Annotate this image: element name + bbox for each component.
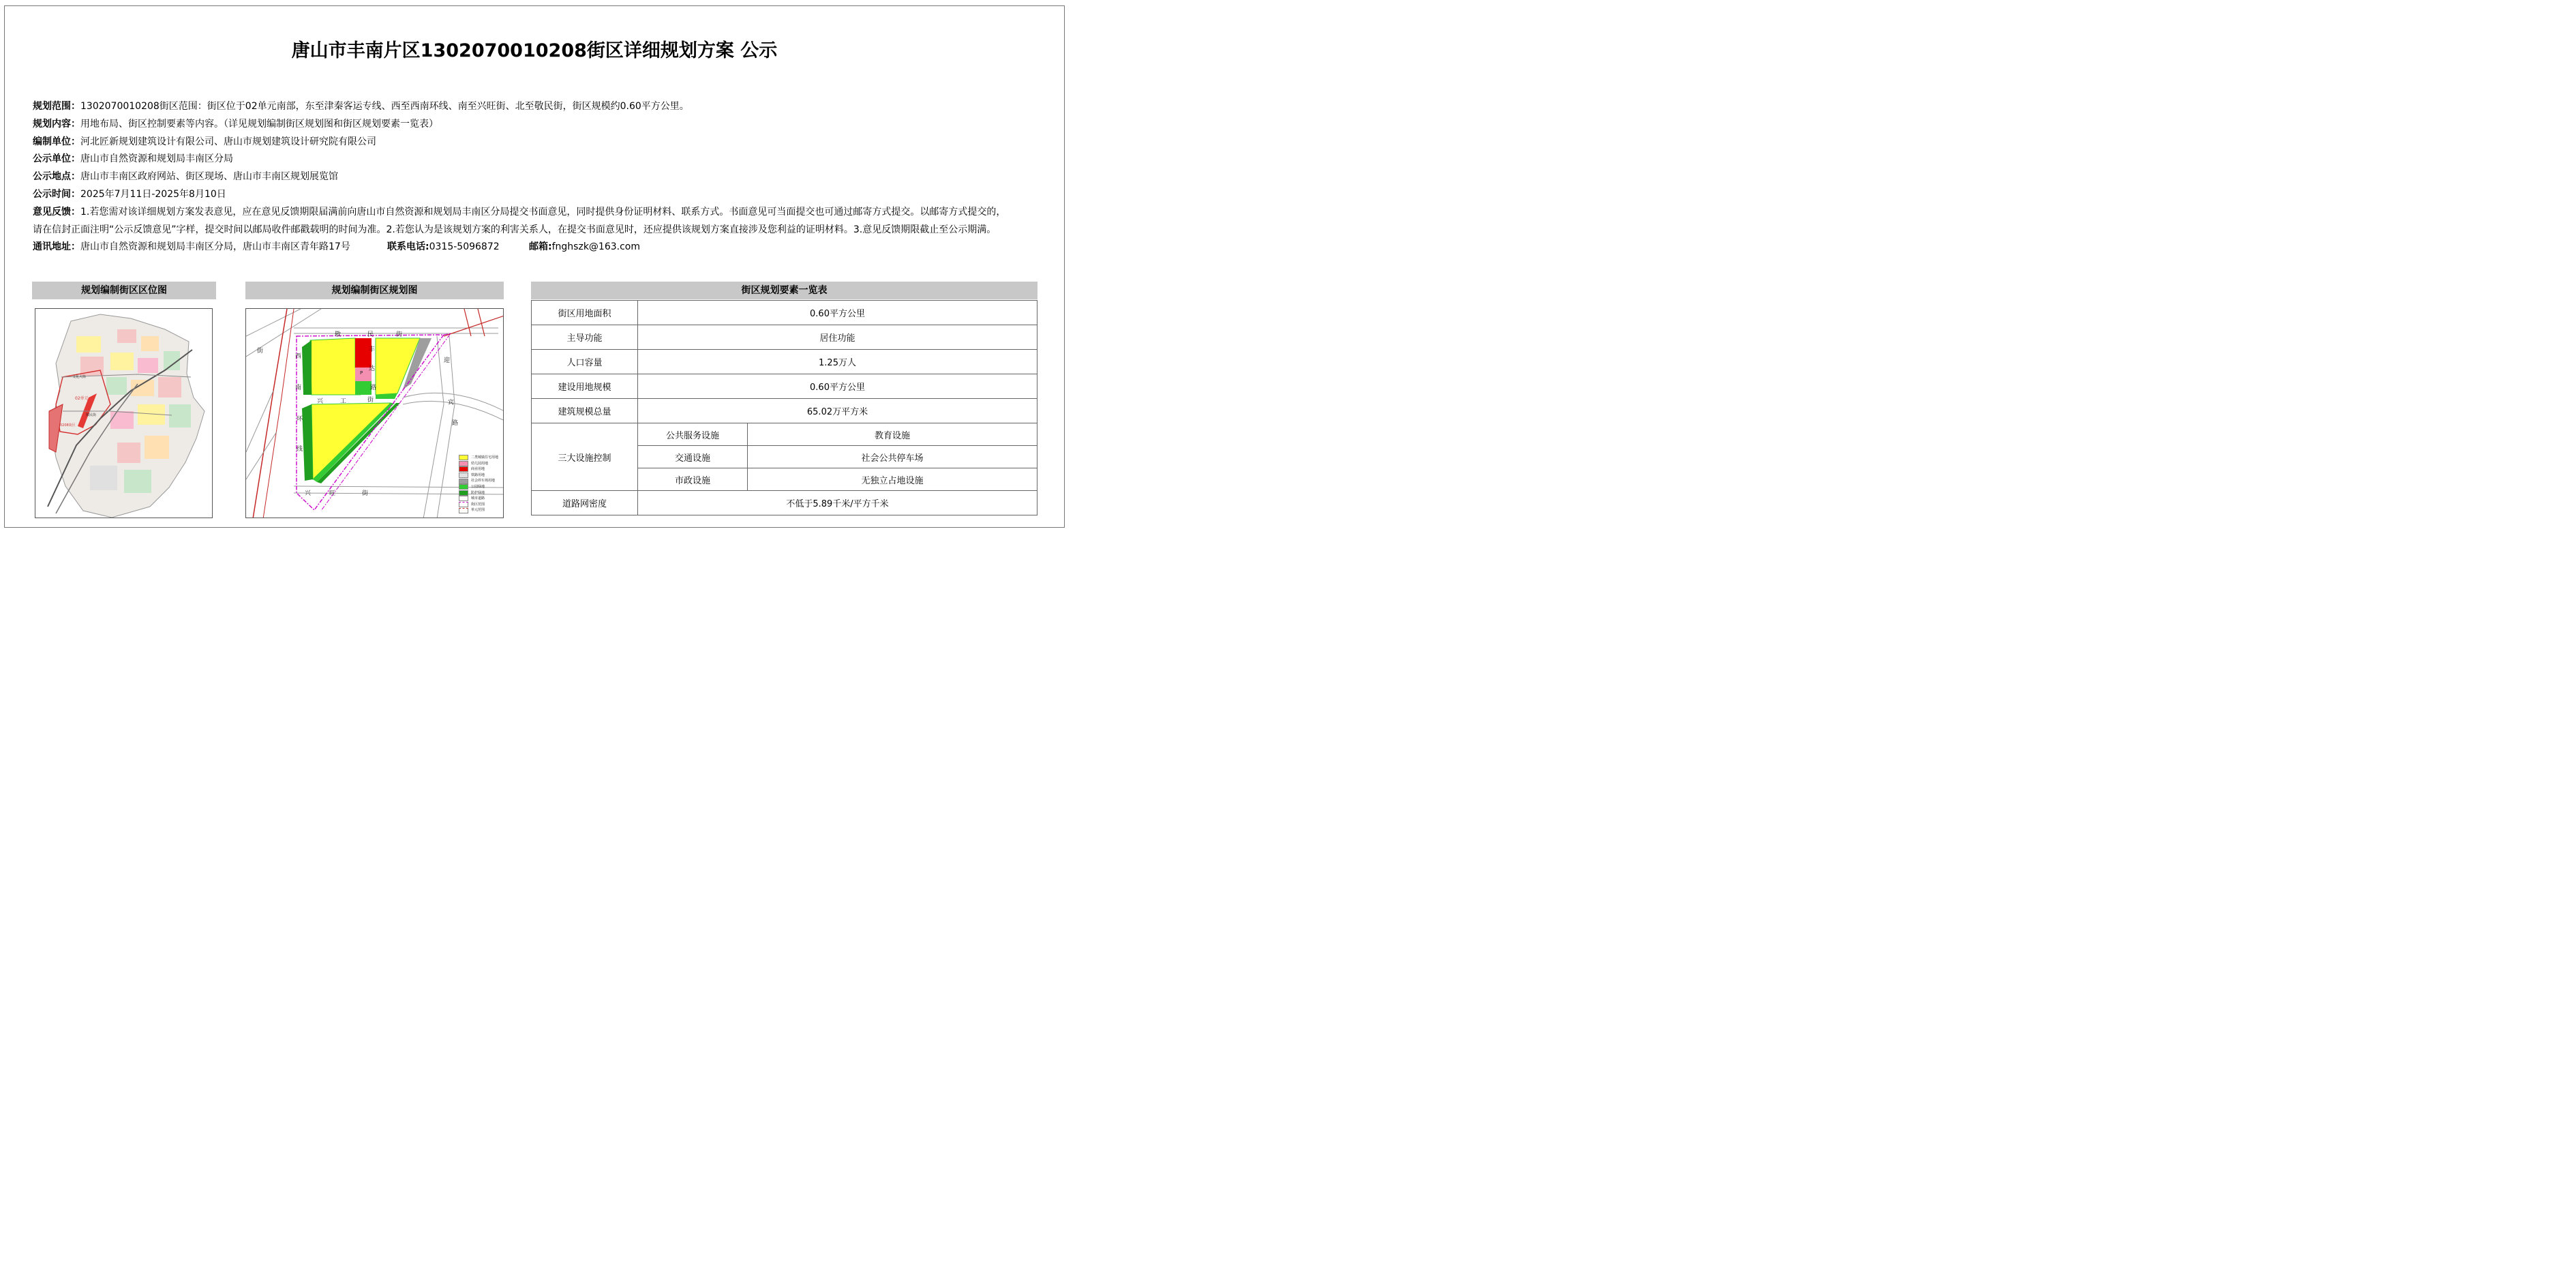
legend-label: 二类城镇住宅用地 xyxy=(471,455,499,460)
unit-value: 河北匠新规划建筑设计有限公司、唐山市规划建筑设计研究院有限公司 xyxy=(80,136,376,147)
legend-label: 铁路用地 xyxy=(471,473,485,477)
table-value: 0.60平方公里 xyxy=(638,301,1037,325)
info-phone xyxy=(387,238,500,256)
facility-key: 三大设施控制 xyxy=(532,423,638,491)
plan-label-lu1: 路 xyxy=(370,385,377,391)
legend-item xyxy=(459,478,498,484)
plan-label-jie2: 街 xyxy=(367,397,374,404)
place-value: 唐山市丰南区政府网站、街区现场、唐山市丰南区规划展览馆 xyxy=(80,171,338,182)
email-value: fnghszk@163.com xyxy=(551,241,640,252)
table-value: 65.02万平方米 xyxy=(638,399,1037,423)
info-pub-unit xyxy=(33,150,233,168)
facility-value: 社会公共停车场 xyxy=(748,446,1037,468)
time-value: 2025年7月11日-2025年8月10日 xyxy=(80,189,226,200)
plan-label-xian: 线 xyxy=(297,446,303,453)
scope-label: 规划范围： xyxy=(33,101,80,112)
plan-map-title: 规划编制街区规划图 xyxy=(245,282,504,299)
table-row xyxy=(532,374,1037,399)
pub-unit-label: 公示单位： xyxy=(33,153,80,164)
info-scope xyxy=(33,98,689,115)
plan-label-jie3: 街 xyxy=(362,490,369,497)
legend-item xyxy=(459,507,498,513)
email-label: 邮箱: xyxy=(529,241,552,252)
table-row xyxy=(532,491,1037,515)
table-key: 街区用地面积 xyxy=(532,301,638,325)
location-map-graphic xyxy=(35,309,213,518)
content-label: 规划内容： xyxy=(33,119,80,130)
plan-label-nan: 南 xyxy=(295,385,302,391)
plan-label-huan: 环 xyxy=(297,416,303,423)
info-feedback-2 xyxy=(33,221,996,239)
table-key: 建设用地规模 xyxy=(532,374,638,399)
table-value: 0.60平方公里 xyxy=(638,374,1037,399)
plan-label-gong: 工 xyxy=(340,398,347,405)
legend-swatch xyxy=(459,473,468,478)
feedback-line-1: 1.若您需对该详细规划方案发表意见，应在意见反馈期限届满前向唐山市自然资源和规划局丰南区分局提交书面意见，同时提供身份证明材料、联系方式。书面意见可当面提交也可通过邮寄方式提交。以邮寄方式提交的， xyxy=(80,207,1006,218)
table-key: 人口容量 xyxy=(532,350,638,374)
info-unit xyxy=(33,133,376,151)
location-map xyxy=(35,308,213,518)
street-label-map: 0208街区 xyxy=(60,423,76,428)
info-time xyxy=(33,185,226,203)
plan-label-ying: 迎 xyxy=(444,357,451,364)
legend-item xyxy=(459,502,498,508)
plan-label-xing2: 兴 xyxy=(305,490,312,497)
legend-item xyxy=(459,484,498,490)
table-value: 1.25万人 xyxy=(638,350,1037,374)
table-row xyxy=(532,301,1037,325)
table-row xyxy=(532,423,1037,446)
table-key: 建筑规模总量 xyxy=(532,399,638,423)
facility-type: 公共服务设施 xyxy=(638,423,748,446)
plan-label-lu2: 路 xyxy=(452,420,459,427)
legend-label: 商业用地 xyxy=(471,467,485,472)
page-title: 唐山市丰南片区1302070010208街区详细规划方案 公示 xyxy=(291,40,778,61)
road-label-1: 文化大街 xyxy=(72,375,87,379)
content-value: 用地布局、街区控制要素等内容。（详见规划编制街区规划图和街区规划要素一览表） xyxy=(80,119,438,130)
plan-map-legend xyxy=(459,455,498,513)
scope-value: 1302070010208街区范围：街区位于02单元南部，东至津秦客运专线、西至西南环线、南至兴旺街、北至敬民街，街区规模约0.60平方公里。 xyxy=(80,101,689,112)
legend-label: 街区范围 xyxy=(471,502,485,507)
plan-label-xing: 兴 xyxy=(317,398,324,405)
legend-label: 幼儿园用地 xyxy=(471,461,489,466)
plan-label-jie1: 街 xyxy=(396,331,403,338)
plan-label-xi: 西 xyxy=(295,353,302,360)
legend-swatch xyxy=(459,479,468,484)
plan-label-min: 民 xyxy=(367,331,374,338)
location-map-title: 规划编制街区区位图 xyxy=(32,282,216,299)
legend-swatch xyxy=(459,496,468,501)
info-content xyxy=(33,115,438,133)
unit-label: 编制单位： xyxy=(33,136,80,147)
plan-label-feng: 丰 xyxy=(369,346,376,353)
legend-label: 城市道路 xyxy=(471,496,485,501)
legend-item xyxy=(459,461,498,467)
road-label-2: 敬民街 xyxy=(86,413,97,417)
address-label: 通讯地址： xyxy=(33,241,80,252)
legend-swatch xyxy=(459,461,468,466)
legend-label: 单元范围 xyxy=(471,508,485,513)
legend-swatch xyxy=(459,508,468,513)
plan-label-jing: 敬 xyxy=(335,331,342,338)
address-value: 唐山市自然资源和规划局丰南区分局，唐山市丰南区青年路17号 xyxy=(80,241,350,252)
info-place xyxy=(33,168,338,185)
feedback-line-2: 请在信封正面注明“公示反馈意见”字样，提交时间以邮局收件邮戳载明的时间为准。2.若您认为是该规划方案的利害关系人，在提交书面意见时，还应提供该规划方案直接涉及您利益的证明材料。3.意见反馈期限截止至公示期满。 xyxy=(33,224,997,235)
unit-label-map: 02单元 xyxy=(75,396,89,401)
legend-swatch xyxy=(459,455,468,460)
plan-label-bin: 宾 xyxy=(448,400,455,406)
requirements-table xyxy=(531,300,1037,515)
plan-label-da: 达 xyxy=(369,365,376,372)
info-email xyxy=(529,238,640,256)
plan-label-jie-left: 街 xyxy=(257,348,264,355)
legend-swatch xyxy=(459,502,468,507)
facility-type: 交通设施 xyxy=(638,446,748,468)
table-value: 不低于5.89千米/平方千米 xyxy=(638,491,1037,515)
info-feedback-1 xyxy=(33,203,1005,221)
legend-label: 防护绿地 xyxy=(471,490,485,495)
legend-item xyxy=(459,466,498,473)
table-key: 主导功能 xyxy=(532,325,638,350)
table-value: 居住功能 xyxy=(638,325,1037,350)
feedback-label: 意见反馈： xyxy=(33,207,80,218)
time-label: 公示时间： xyxy=(33,189,80,200)
table-row xyxy=(532,350,1037,374)
legend-swatch xyxy=(459,466,468,472)
legend-item xyxy=(459,473,498,479)
plan-label-wang: 旺 xyxy=(329,490,336,497)
parking-mark: P xyxy=(360,370,363,376)
legend-item xyxy=(459,496,498,502)
table-key: 道路网密度 xyxy=(532,491,638,515)
phone-value: 0315-5096872 xyxy=(429,241,500,252)
place-label: 公示地点： xyxy=(33,171,80,182)
table-title: 街区规划要素一览表 xyxy=(531,282,1037,299)
legend-label: 公园绿地 xyxy=(471,484,485,489)
table-row xyxy=(532,325,1037,350)
legend-item xyxy=(459,490,498,496)
table-row xyxy=(532,399,1037,423)
facility-value: 教育设施 xyxy=(748,423,1037,446)
legend-swatch xyxy=(459,490,468,496)
legend-label: 社会停车场用地 xyxy=(471,479,496,483)
phone-label: 联系电话: xyxy=(387,241,429,252)
info-contact xyxy=(33,238,350,256)
legend-swatch xyxy=(459,484,468,490)
pub-unit-value: 唐山市自然资源和规划局丰南区分局 xyxy=(80,153,233,164)
legend-item xyxy=(459,455,498,461)
facility-value: 无独立占地设施 xyxy=(748,468,1037,491)
facility-type: 市政设施 xyxy=(638,468,748,491)
